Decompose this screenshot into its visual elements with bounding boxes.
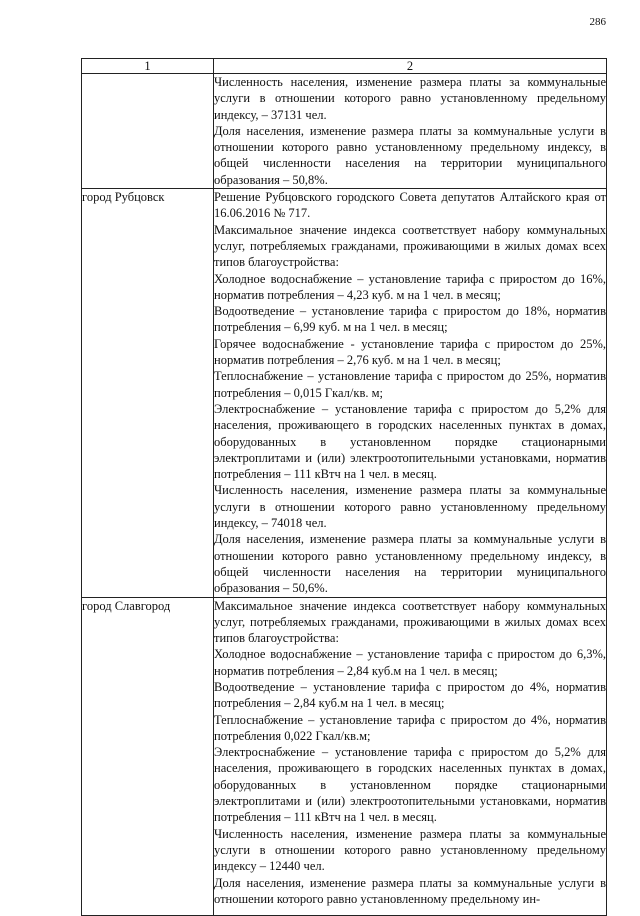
paragraph: Численность населения, изменение размера платы за коммунальные услуги в отношении которого равно установленному предельному индексу, – 37131 чел. xyxy=(214,75,606,122)
table-row xyxy=(82,597,607,915)
paragraph: Электроснабжение – установление тарифа с приростом до 5,2% для населения, проживающего в городских населенных пунктах в домах, оборудованных в установленном порядке стационарными электроплитами и (или) электроотопительными установками, норматив потребления – 111 кВтч на 1 чел. в месяц. xyxy=(214,745,606,825)
paragraph: Холодное водоснабжение – установление тарифа с приростом до 16%, норматив потребления – 4,23 куб. м на 1 чел. в месяц; xyxy=(214,271,606,302)
paragraph: Горячее водоснабжение - установление тарифа с приростом до 25%, норматив потребления – 2,76 куб. м на 1 чел. в месяц; xyxy=(214,336,606,368)
city-cell: город Рубцовск xyxy=(82,189,214,597)
paragraph: Максимальное значение индекса соответствует набору коммунальных услуг, потребляемых гражданами, проживающими в жилых домах всех типов благоустройства: xyxy=(214,598,606,646)
paragraph: Электроснабжение – установление тарифа с приростом до 5,2% для населения, проживающего в городских населенных пунктах в домах, оборудованных в установленном порядке стационарными электроплитами и (или) электроотопительными установками, норматив потребления – 111 кВтч на 1 чел. в месяц. xyxy=(214,401,606,482)
paragraph: Численность населения, изменение размера платы за коммунальные услуги в отношении которого равно установленному предельному индексу, – 74018 чел. xyxy=(214,483,606,531)
paragraph: Доля населения, изменение размера платы за коммунальные услуги в отношении которого равно установленному предельному индексу, в общей численности населения на территории муниципального образования – 50,8%. xyxy=(214,123,606,187)
table-header-row xyxy=(82,59,607,74)
index-table xyxy=(81,58,607,916)
table-row xyxy=(82,74,607,189)
paragraph: Решение Рубцовского городского Совета депутатов Алтайского края от 16.06.2016 № 717. xyxy=(214,190,606,221)
paragraph: Холодное водоснабжение – установление тарифа с приростом до 6,3%, норматив потребления – 2,84 куб.м на 1 чел. в месяц; xyxy=(214,647,606,678)
column-header-2: 2 xyxy=(214,59,607,74)
city-cell: город Славгород xyxy=(82,597,214,915)
paragraph: Водоотведение – установление тарифа с приростом до 18%, норматив потребления – 6,99 куб. м на 1 чел. в месяц; xyxy=(214,304,606,335)
truncated-paragraph-wrapper xyxy=(214,875,606,915)
paragraph: Численность населения, изменение размера платы за коммунальные услуги в отношении которого равно установленному предельному индексу – 12440 чел. xyxy=(214,826,606,874)
paragraph: Максимальное значение индекса соответствует набору коммунальных услуг, потребляемых гражданами, проживающими в жилых домах всех типов благоустройства: xyxy=(214,222,606,270)
paragraph: Теплоснабжение – установление тарифа с приростом до 4%, норматив потребления 0,022 Гкал/кв.м; xyxy=(214,712,606,743)
paragraph: Доля населения, изменение размера платы за коммунальные услуги в отношении которого равно установленному предельному индексу, в общей численности населения на территории муниципального образования – 50,6%. xyxy=(214,532,606,596)
description-cell xyxy=(214,189,607,597)
description-cell xyxy=(214,597,607,915)
description-cell xyxy=(214,74,607,189)
paragraph: Водоотведение – установление тарифа с приростом до 4%, норматив потребления – 2,84 куб.м на 1 чел. в месяц; xyxy=(214,679,606,711)
paragraph: Теплоснабжение – установление тарифа с приростом до 25%, норматив потребления – 0,015 Гкал/кв. м; xyxy=(214,369,606,400)
page-number: 286 xyxy=(589,16,606,28)
column-header-1: 1 xyxy=(82,59,214,74)
table-row xyxy=(82,189,607,597)
city-cell xyxy=(82,74,214,189)
paragraph: Доля населения, изменение размера платы за коммунальные услуги в отношении которого равно установленному предельному ин- xyxy=(214,875,606,906)
